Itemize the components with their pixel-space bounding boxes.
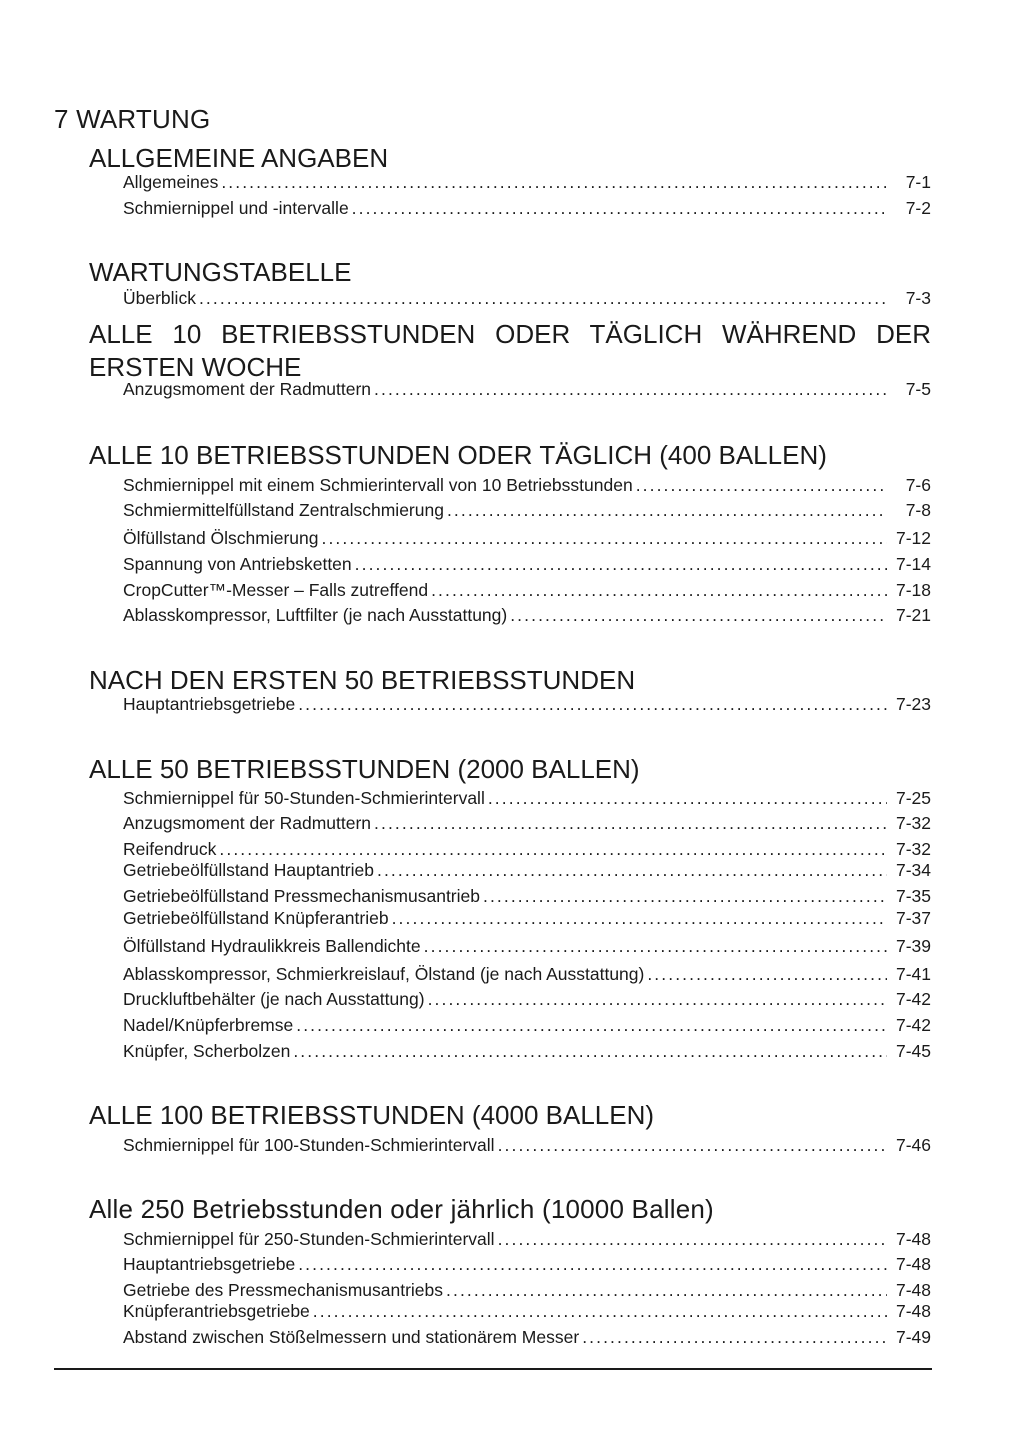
toc-entry-page: 7-21: [895, 605, 931, 625]
toc-entry-page: 7-8: [905, 500, 931, 520]
toc-entry-label: Reifendruck: [123, 839, 217, 859]
toc-entry[interactable]: [123, 811, 931, 835]
toc-entry-page: 7-32: [895, 813, 931, 833]
section-heading-allgemeine-angaben: ALLGEMEINE ANGABEN: [89, 143, 389, 173]
toc-entry[interactable]: [123, 987, 931, 1011]
toc-entry[interactable]: [123, 1252, 931, 1276]
toc-entry[interactable]: [123, 526, 931, 550]
toc-entry-label: Druckluftbehälter (je nach Ausstattung): [123, 989, 425, 1009]
toc-entry-label: Getriebeölfüllstand Knüpferantrieb: [123, 908, 389, 928]
toc-entry[interactable]: [123, 1039, 931, 1063]
toc-entry-label: Anzugsmoment der Radmuttern: [123, 813, 372, 833]
toc-entry-label: Hauptantriebsgetriebe: [123, 694, 296, 714]
toc-entry-page: 7-48: [895, 1280, 931, 1300]
toc-entry-page: 7-3: [905, 288, 931, 308]
toc-entry-page: 7-42: [895, 989, 931, 1009]
toc-entry-label: CropCutter™-Messer – Falls zutreffend: [123, 580, 429, 600]
dot-leader: [498, 1227, 887, 1251]
toc-entry-label: Getriebeölfüllstand Hauptantrieb: [123, 860, 374, 880]
dot-leader: [377, 858, 887, 882]
section-heading-alle-100: ALLE 100 BETRIEBSSTUNDEN (4000 BALLEN): [89, 1100, 655, 1130]
toc-entry-page: 7-12: [895, 528, 931, 548]
section-heading-alle-10-taeglich: ALLE 10 BETRIEBSSTUNDEN ODER TÄGLICH (400 BALLEN): [89, 440, 827, 470]
toc-entry[interactable]: [123, 786, 931, 810]
toc-entry-page: 7-45: [895, 1041, 931, 1061]
toc-entry-label: Überblick: [123, 288, 196, 308]
toc-entry-page: 7-46: [895, 1135, 931, 1155]
toc-entry[interactable]: [123, 286, 931, 310]
dot-leader: [428, 987, 887, 1011]
dot-leader: [488, 786, 887, 810]
toc-entry-label: Anzugsmoment der Radmuttern: [123, 379, 372, 399]
dot-leader: [647, 962, 887, 986]
toc-entry[interactable]: [123, 578, 931, 602]
dot-leader: [296, 1013, 887, 1037]
toc-entry-page: 7-49: [895, 1327, 931, 1347]
chapter-title: 7 WARTUNG: [54, 104, 211, 134]
bottom-rule: [54, 1368, 932, 1370]
toc-entry[interactable]: [123, 603, 931, 627]
toc-entry-label: Nadel/Knüpferbremse: [123, 1015, 294, 1035]
toc-entry-page: 7-48: [895, 1229, 931, 1249]
section-heading-wartungstabelle: WARTUNGSTABELLE: [89, 257, 352, 287]
toc-entry-label: Schmiernippel und -intervalle: [123, 198, 349, 218]
toc-entry-page: 7-48: [895, 1254, 931, 1274]
toc-entry-label: Knüpferantriebsgetriebe: [123, 1301, 310, 1321]
dot-leader: [392, 906, 887, 930]
toc-entry-page: 7-6: [905, 475, 931, 495]
toc-entry-label: Spannung von Antriebsketten: [123, 554, 352, 574]
toc-entry-label: Ölfüllstand Ölschmierung: [123, 528, 319, 548]
toc-entry-label: Schmiernippel für 250-Stunden-Schmierintervall: [123, 1229, 495, 1249]
toc-entry[interactable]: [123, 196, 931, 220]
toc-entry-label: Hauptantriebsgetriebe: [123, 1254, 296, 1274]
toc-entry[interactable]: [123, 934, 931, 958]
dot-leader: [374, 377, 887, 401]
toc-entry-page: 7-39: [895, 936, 931, 956]
section-heading-nach-den-ersten-50: NACH DEN ERSTEN 50 BETRIEBSSTUNDEN: [89, 665, 636, 695]
toc-entry-page: 7-32: [895, 839, 931, 859]
dot-leader: [322, 526, 888, 550]
toc-entry[interactable]: [123, 962, 931, 986]
toc-entry-label: Allgemeines: [123, 172, 219, 192]
toc-entry[interactable]: [123, 884, 931, 908]
toc-entry-page: 7-5: [905, 379, 931, 399]
toc-entry[interactable]: [123, 1133, 931, 1157]
toc-entry-label: Ablasskompressor, Schmierkreislauf, Ölstand (je nach Ausstattung): [123, 964, 645, 984]
dot-leader: [510, 603, 887, 627]
toc-entry-page: 7-25: [895, 788, 931, 808]
toc-entry-page: 7-23: [895, 694, 931, 714]
toc-entry-label: Schmiernippel mit einem Schmierintervall von 10 Betriebsstunden: [123, 475, 633, 495]
toc-entry-label: Ablasskompressor, Luftfilter (je nach Ausstattung): [123, 605, 508, 625]
dot-leader: [355, 552, 887, 576]
toc-entry[interactable]: [123, 473, 931, 497]
dot-leader: [313, 1299, 887, 1323]
toc-entry[interactable]: [123, 692, 931, 716]
toc-entry-label: Abstand zwischen Stößelmessern und stationärem Messer: [123, 1327, 580, 1347]
dot-leader: [582, 1325, 887, 1349]
dot-leader: [298, 1252, 887, 1276]
toc-entry-label: Knüpfer, Scherbolzen: [123, 1041, 291, 1061]
toc-entry-label: Getriebe des Pressmechanismusantriebs: [123, 1280, 444, 1300]
toc-entry-page: 7-35: [895, 886, 931, 906]
dot-leader: [221, 170, 887, 194]
section-heading-alle-10-erste-woche: ALLE 10 BETRIEBSSTUNDEN ODER TÄGLICH WÄHREND DER ERSTEN WOCHE: [89, 319, 931, 382]
section-heading-alle-50: ALLE 50 BETRIEBSSTUNDEN (2000 BALLEN): [89, 754, 640, 784]
dot-leader: [431, 578, 887, 602]
toc-entry-page: 7-2: [905, 198, 931, 218]
toc-entry-page: 7-37: [895, 908, 931, 928]
toc-entry-page: 7-48: [895, 1301, 931, 1321]
toc-entry[interactable]: [123, 1227, 931, 1251]
toc-entry[interactable]: [123, 170, 931, 194]
dot-leader: [199, 286, 887, 310]
toc-entry[interactable]: [123, 1325, 931, 1349]
toc-entry-page: 7-1: [905, 172, 931, 192]
toc-entry[interactable]: [123, 1013, 931, 1037]
toc-entry[interactable]: [123, 498, 931, 522]
toc-entry[interactable]: [123, 552, 931, 576]
toc-entry-label: Ölfüllstand Hydraulikkreis Ballendichte: [123, 936, 421, 956]
section-heading-alle-250: Alle 250 Betriebsstunden oder jährlich (10000 Ballen): [89, 1194, 714, 1224]
toc-entry-page: 7-42: [895, 1015, 931, 1035]
dot-leader: [298, 692, 887, 716]
toc-entry[interactable]: [123, 377, 931, 401]
dot-leader: [447, 498, 887, 522]
toc-entry-label: Getriebeölfüllstand Pressmechanismusantrieb: [123, 886, 480, 906]
toc-entry-page: 7-41: [895, 964, 931, 984]
dot-leader: [352, 196, 887, 220]
toc-entry-page: 7-34: [895, 860, 931, 880]
toc-entry-page: 7-14: [895, 554, 931, 574]
dot-leader: [293, 1039, 887, 1063]
dot-leader: [636, 473, 887, 497]
toc-entry-label: Schmiernippel für 100-Stunden-Schmierintervall: [123, 1135, 495, 1155]
dot-leader: [374, 811, 887, 835]
toc-entry[interactable]: [123, 1299, 931, 1323]
toc-entry[interactable]: [123, 906, 931, 930]
toc-entry-label: Schmiermittelfüllstand Zentralschmierung: [123, 500, 444, 520]
toc-entry[interactable]: [123, 858, 931, 882]
toc-entry-page: 7-18: [895, 580, 931, 600]
dot-leader: [483, 884, 887, 908]
dot-leader: [498, 1133, 887, 1157]
toc-entry-label: Schmiernippel für 50-Stunden-Schmierintervall: [123, 788, 485, 808]
dot-leader: [424, 934, 887, 958]
